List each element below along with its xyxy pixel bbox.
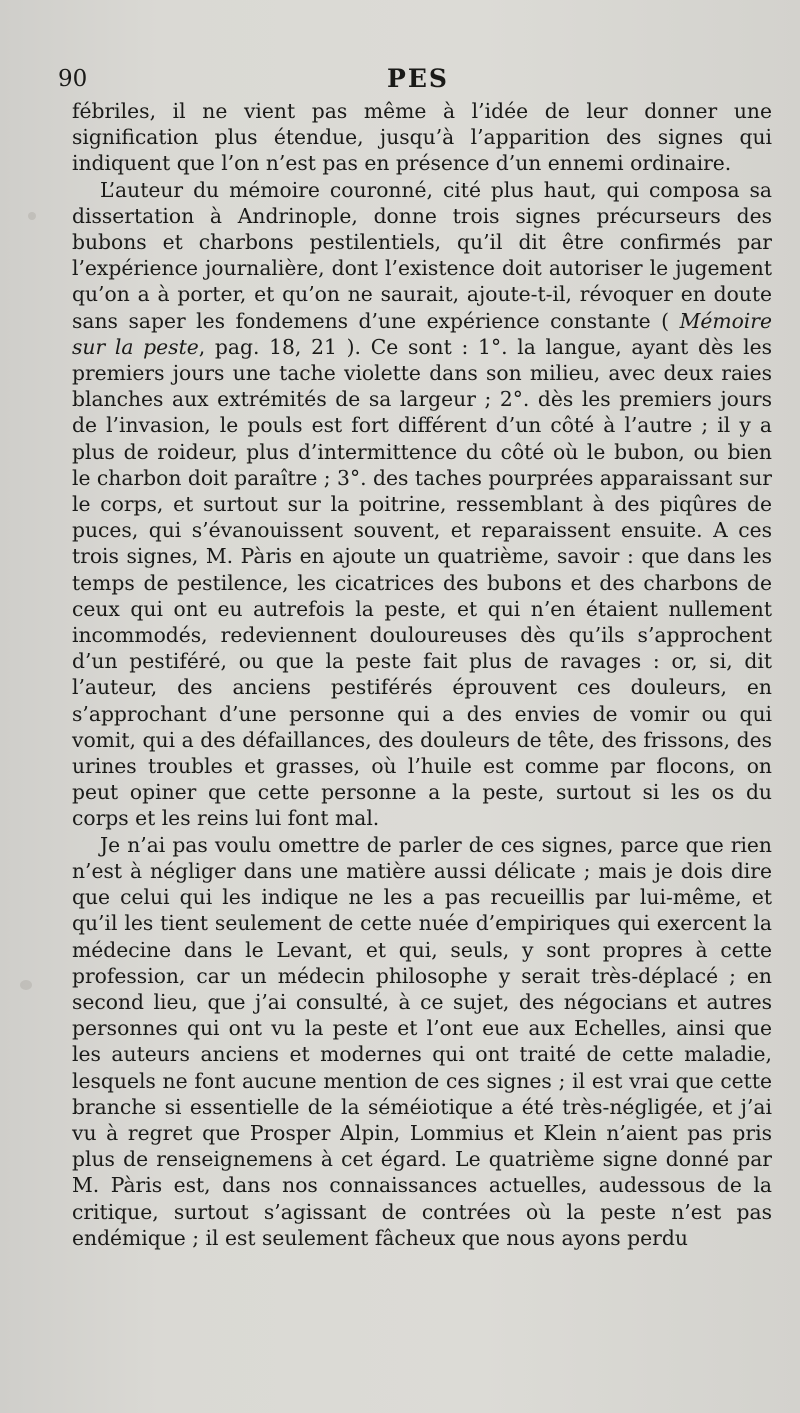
paper-stain xyxy=(28,212,36,220)
text-run: Je n’ai pas voulu omettre de parler de ces signes, parce que rien n’est à négliger dans une matière aussi délicate ; mais je dois dire que celui qui les indique ne les a pas recueillis par lui-même, et qu’il les tient seulement de cette nuée d’empiriques qui exercent la médecine dans le Levant, et qui, seuls, y sont propres à cette profession, car un médecin philosophe y serait très-déplacé ; en second lieu, que j’ai consulté, à ce sujet, des négocians et autres personnes qui ont vu la peste et l’ont eue aux Echelles, ainsi que les auteurs anciens et modernes qui ont traité de cette maladie, lesquels ne font aucune mention de ces signes ; il est vrai que cette branche si essentielle de la séméiotique a été très-négligée, et j’ai vu à regret que Prosper Alpin, Lommius et Klein n’aient pas pris plus de renseignemens à cet égard. Le quatrième signe donné par M. Pàris est, dans nos connaissances actuelles, audessous de la critique, surtout s’agissant de contrées où la peste n’est pas endémique ; il est seulement fâcheux que nous ayons perdu xyxy=(72,832,772,1250)
text-run: , pag. 18, 21 ). Ce sont : 1°. la langue, ayant dès les premiers jours une tache violette dans son milieu, avec deux raies blanches aux extrémités de sa largeur ; 2°. dès les premiers jours de l’invasion, le pouls est fort différent d’un côté à l’autre ; il y a plus de roideur, plus d’intermittence du côté où le bubon, ou bien le charbon doit paraître ; 3°. des taches pourprées apparaissant sur le corps, et surtout sur la poitrine, ressemblant à des piqûres de puces, qui s’évanouissent souvent, et reparaissent ensuite. A ces trois signes, M. Pàris en ajoute un quatrième, savoir : que dans les temps de pestilence, les cicatrices des bubons et des charbons de ceux qui ont eu autrefois la peste, et qui n’en étaient nullement incommodés, redeviennent douloureuses dès qu’ils s’approchent d’un pestiféré, ou que la peste fait plus de ravages : or, si, dit l’auteur, des anciens pestiférés éprouvent ces douleurs, en s’approchant d’une personne qui a des envies de vomir ou qui vomit, qui a des défaillances, des douleurs de tête, des frissons, des urines troubles et grasses, où l’huile est comme par flocons, on peut opiner que cette personne a la peste, surtout si les os du corps et les reins lui font mal. xyxy=(72,334,772,831)
paragraph xyxy=(72,832,772,1251)
text-run: L’auteur du mémoire couronné, cité plus haut, qui composa sa dissertation à Andrinople, donne trois signes précurseurs des bubons et charbons pestilentiels, qu’il dit être confirmés par l’expérience journalière, dont l’existence doit autoriser le jugement qu’on a à porter, et qu’on ne saurait, ajoute-t-il, révoquer en doute sans saper les fondemens d’une expérience constante ( xyxy=(72,177,772,333)
text-run: fébriles, il ne vient pas même à l’idée de leur donner une signification plus étendue, jusqu’à l’apparition des signes qui indiquent que l’on n’est pas en présence d’un ennemi ordinaire. xyxy=(72,99,772,176)
italic-citation: Mémoire sur la peste xyxy=(72,308,772,359)
paragraph xyxy=(72,177,772,832)
page-header xyxy=(58,64,778,96)
paragraph xyxy=(72,98,772,177)
running-head: PES xyxy=(387,64,449,93)
paper-stain xyxy=(20,980,32,990)
page-number: 90 xyxy=(58,66,88,92)
body-text xyxy=(72,98,772,1251)
